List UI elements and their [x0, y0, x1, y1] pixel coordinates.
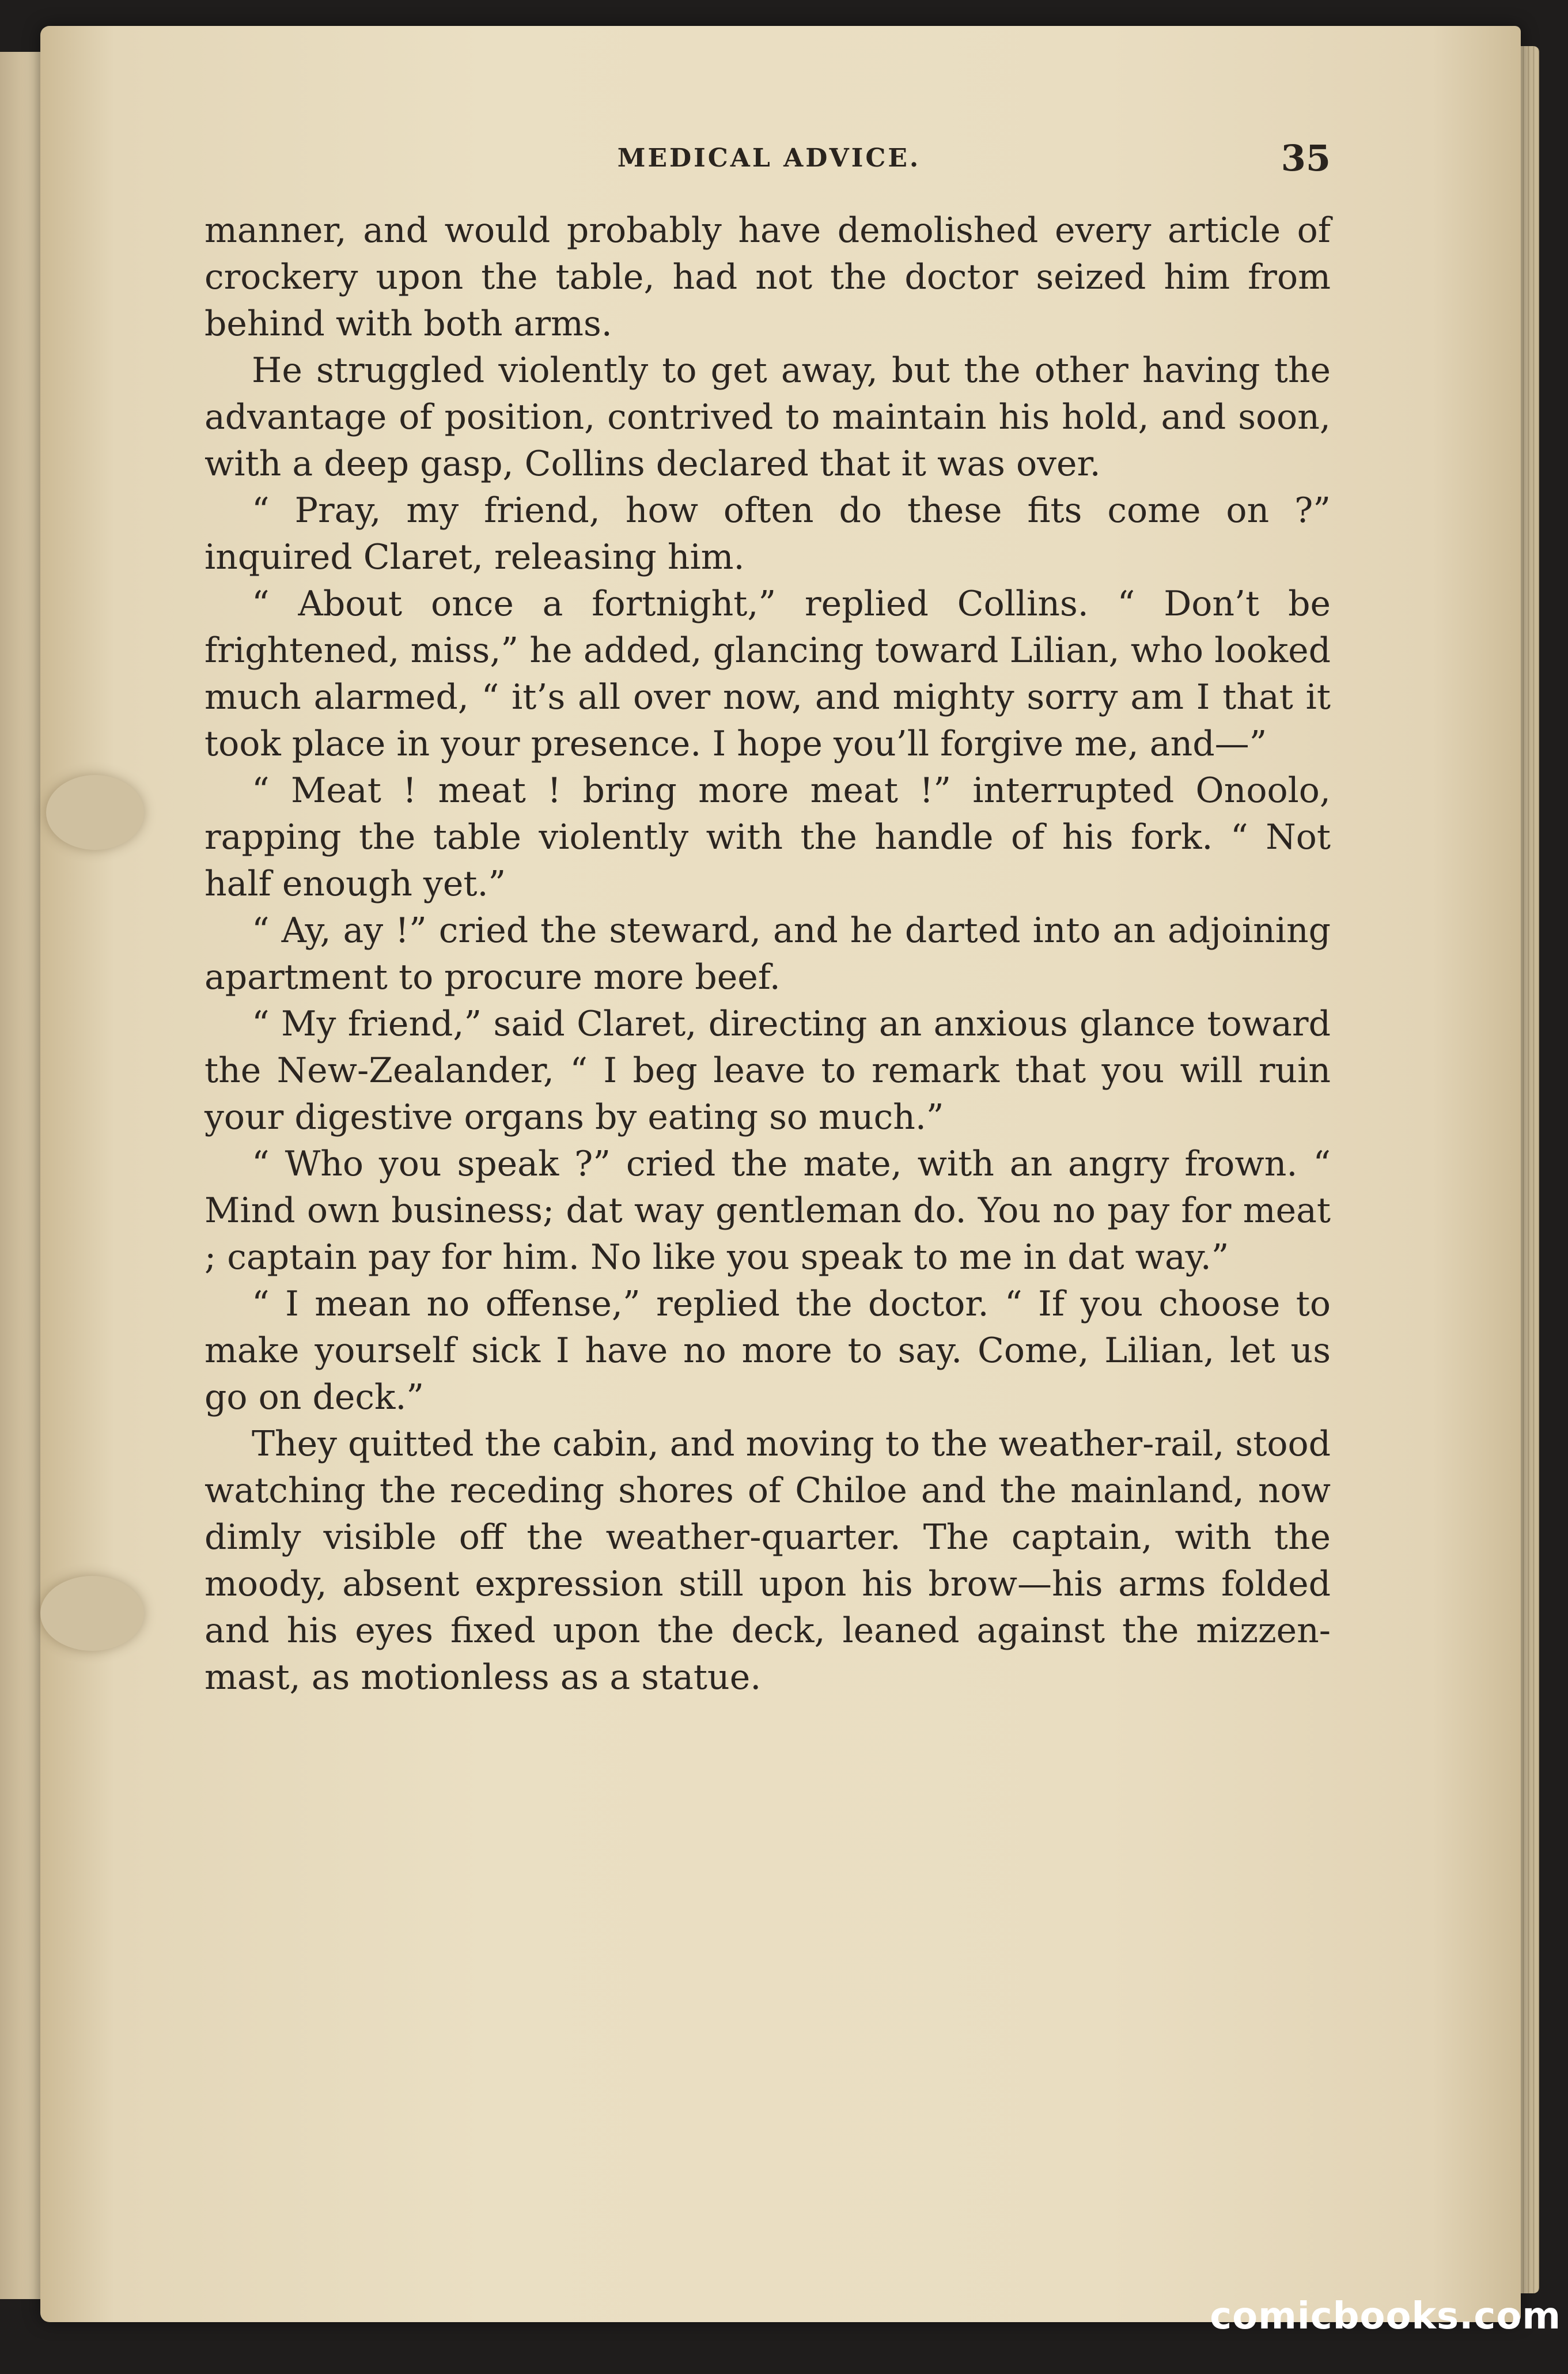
paragraph: “ Pray, my friend, how often do these fits come on ?” inquired Claret, releasing him. — [204, 490, 1331, 577]
paragraph: “ My friend,” said Claret, directing an anxious glance toward the New-Zealander, “ I beg leave to remark that you will ruin your digestive organs by eating so much.” — [204, 1004, 1331, 1137]
paragraph: “ I mean no offense,” replied the doctor. “ If you choose to make yourself sick I have no more to say. Come, Lilian, let us go on deck.” — [204, 1284, 1331, 1417]
page-header — [207, 130, 1331, 187]
page-number: 35 — [1281, 137, 1331, 179]
paragraph-continuation: manner, and would probably have demolished every article of crockery upon the table, had not the doctor seized him from behind with both arms. — [204, 210, 1331, 344]
paragraph: “ Meat ! meat ! bring more meat !” interrupted Onoolo, rapping the table violently with the handle of his fork. “ Not half enough yet.” — [204, 770, 1331, 904]
paragraph: “ Ay, ay !” cried the steward, and he darted into an adjoining apartment to procure more beef. — [204, 910, 1331, 997]
paragraph: They quitted the cabin, and moving to the weather-rail, stood watching the receding shores of Chiloe and the mainland, now dimly visible off the weather-quarter. The captain, with the moody, absent expression still upon his brow—his arms folded and his eyes fixed upon the deck, leaned against the mizzen-mast, as motionless as a statue. — [204, 1424, 1331, 1698]
paragraph: “ About once a fortnight,” replied Collins. “ Don’t be frightened, miss,” he added, glancing toward Lilian, who looked much alarmed, “ it’s all over now, and mighty sorry am I that it took place in your presence. I hope you’ll forgive me, and—” — [204, 584, 1331, 764]
running-head: MEDICAL ADVICE. — [617, 143, 921, 173]
paragraph: He struggled violently to get away, but the other having the advantage of position, contrived to maintain his hold, and soon, with a deep gasp, Collins declared that it was over. — [204, 350, 1331, 484]
body-text — [204, 207, 1331, 1701]
watermark-logo: comicbooks.com — [1210, 2295, 1561, 2338]
page-damage-upper — [46, 775, 144, 850]
paragraph: “ Who you speak ?” cried the mate, with an angry frown. “ Mind own business; dat way gentleman do. You no pay for meat ; captain pay for him. No like you speak to me in dat way.” — [204, 1144, 1331, 1277]
page-damage-lower — [40, 1576, 144, 1651]
